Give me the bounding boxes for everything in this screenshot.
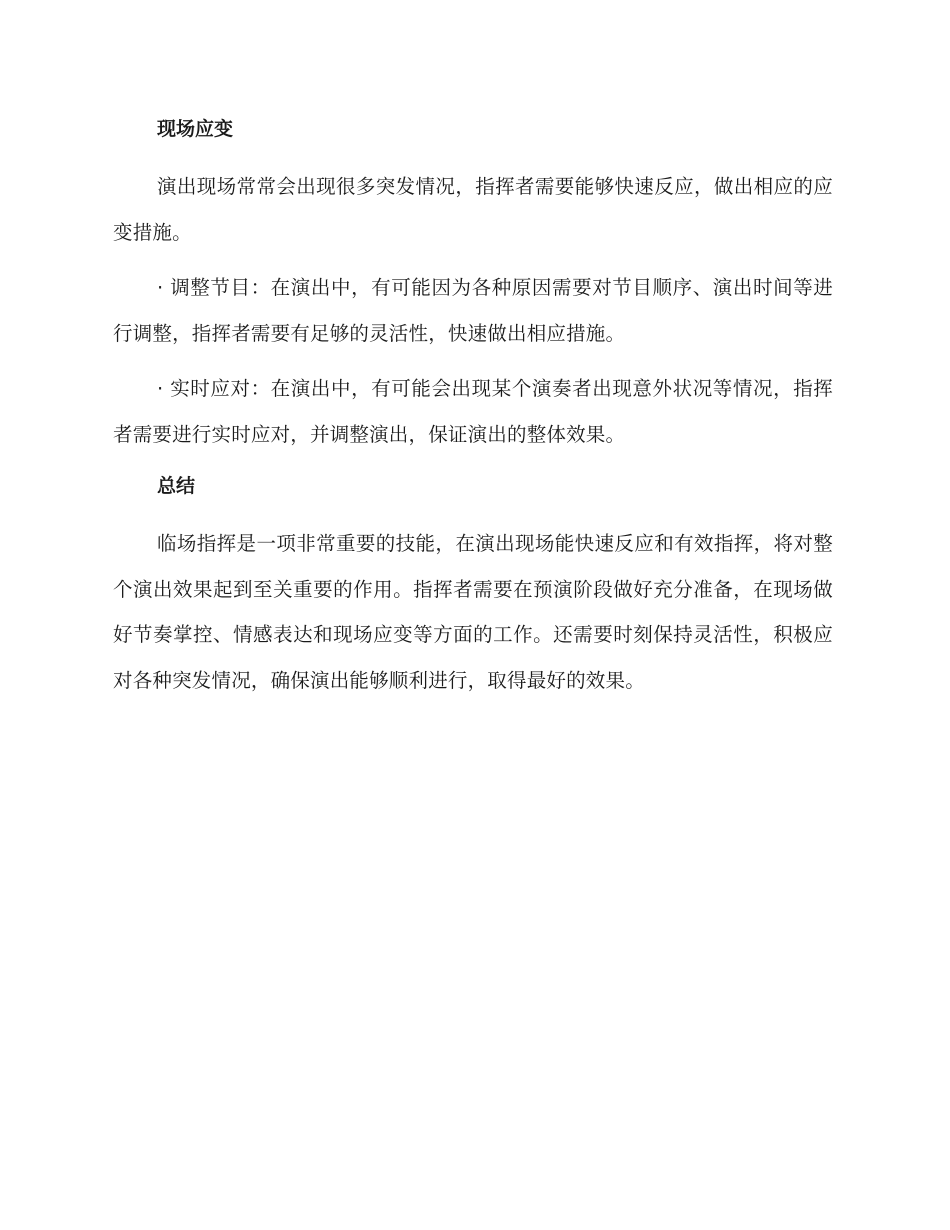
paragraph-summary: 临场指挥是一项非常重要的技能，在演出现场能快速反应和有效指挥，将对整个演出效果起到至关重要的作用。指挥者需要在预演阶段做好充分准备，在现场做好节奏掌控、情感表达和现场应变等方面的工作。还需要时刻保持灵活性，积极应对各种突发情况，确保演出能够顺利进行，取得最好的效果。 — [113, 532, 833, 692]
document-page — [113, 106, 833, 703]
section-heading-adaptation: 现场应变 — [157, 118, 234, 140]
paragraph-adaptation-intro: 演出现场常常会出现很多突发情况，指挥者需要能够快速反应，做出相应的应变措施。 — [113, 175, 833, 244]
bullet-realtime-response: · 实时应对：在演出中，有可能会出现某个演奏者出现意外状况等情况，指挥者需要进行实时应对，并调整演出，保证演出的整体效果。 — [113, 377, 833, 446]
bullet-adjust-program: · 调整节目：在演出中，有可能因为各种原因需要对节目顺序、演出时间等进行调整，指挥者需要有足够的灵活性，快速做出相应措施。 — [113, 276, 833, 345]
section-heading-summary: 总结 — [157, 475, 196, 497]
